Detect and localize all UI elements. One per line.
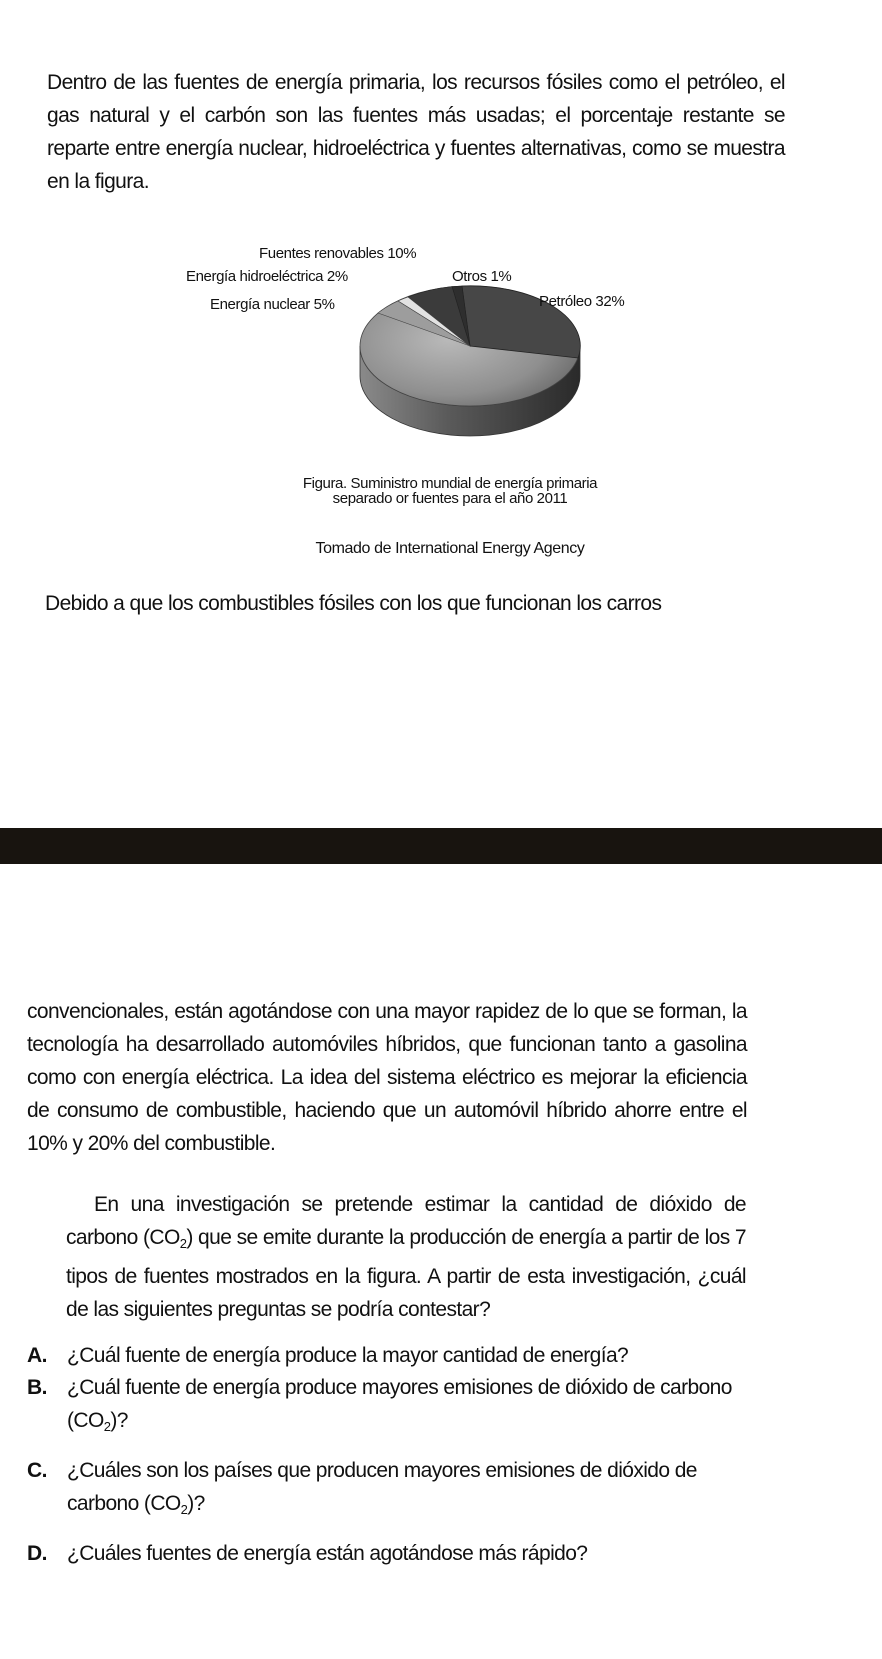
option-c-letter: C. (27, 1459, 47, 1482)
option-a[interactable] (27, 1339, 747, 1372)
label-renovables: Fuentes renovables 10% (259, 245, 417, 262)
option-a-letter: A. (27, 1344, 47, 1367)
option-c-subscript: 2 (180, 1502, 188, 1517)
option-c-text1: ¿Cuáles son los países que producen mayores emisiones de dióxido de carbono (CO (67, 1459, 697, 1515)
body-continuation-end: convencionales, están agotándose con una mayor rapidez de lo que se forman, la tecnología ha desarrollado automóviles híbridos, que funcionan tanto a gasolina como con energía eléctrica. La idea del sistema eléctrico es mejorar la eficiencia de consumo de combustible, haciendo que un automóvil híbrido ahorre entre el 10% y 20% del combustible. (27, 1000, 747, 1155)
figure-source: Tomado de International Energy Agency (315, 540, 585, 557)
question-part2: ) que se emite durante la producción de energía a partir de los 7 tipos de fuentes mostrados en la figura. A partir de esta investigación, ¿cuál de las siguientes preguntas se podría contestar? (66, 1226, 747, 1321)
option-c-text2: )? (187, 1492, 205, 1515)
question-co2-subscript: 2 (179, 1236, 187, 1251)
page-divider-bar (0, 828, 882, 864)
option-a-text: ¿Cuál fuente de energía produce la mayor cantidad de energía? (67, 1344, 629, 1367)
option-d-letter: D. (27, 1542, 47, 1565)
energy-pie-chart (160, 236, 680, 566)
option-b-text1: ¿Cuál fuente de energía produce mayores emisiones de dióxido de carbono (CO (67, 1376, 732, 1432)
option-b-letter: B. (27, 1376, 47, 1399)
option-d-text: ¿Cuáles fuentes de energía están agotándose más rápido? (67, 1542, 588, 1565)
label-hidroelectrica: Energía hidroeléctrica 2% (186, 268, 348, 285)
pie-chart-svg (160, 236, 680, 566)
option-b-text2: )? (110, 1409, 128, 1432)
figure-caption-line2: separado or fuentes para el año 2011 (332, 490, 568, 507)
option-b[interactable] (27, 1371, 747, 1443)
body-continuation-start: Debido a que los combustibles fósiles con los que funcionan los carros (45, 592, 662, 615)
question-part1: En una investigación se pretende estimar la cantidad de dióxido de carbono (CO (66, 1193, 746, 1249)
question-stem (66, 1188, 746, 1326)
intro-paragraph: Dentro de las fuentes de energía primaria, los recursos fósiles como el petróleo, el gas natural y el carbón son las fuentes más usadas; el porcentaje restante se reparte entre energía nuclear, hidroeléctrica y fuentes alternativas, como se muestra en la figura. (47, 71, 785, 193)
option-b-text (67, 1371, 747, 1443)
label-petroleo: Petróleo 32% (539, 293, 625, 310)
option-d[interactable] (27, 1537, 747, 1570)
option-b-subscript: 2 (103, 1419, 111, 1434)
option-c-text (67, 1454, 747, 1526)
option-c[interactable] (27, 1454, 747, 1526)
figure-caption-line1: Figura. Suministro mundial de energía primaria (302, 475, 598, 492)
label-nuclear: Energía nuclear 5% (210, 296, 335, 313)
label-otros: Otros 1% (452, 268, 512, 285)
